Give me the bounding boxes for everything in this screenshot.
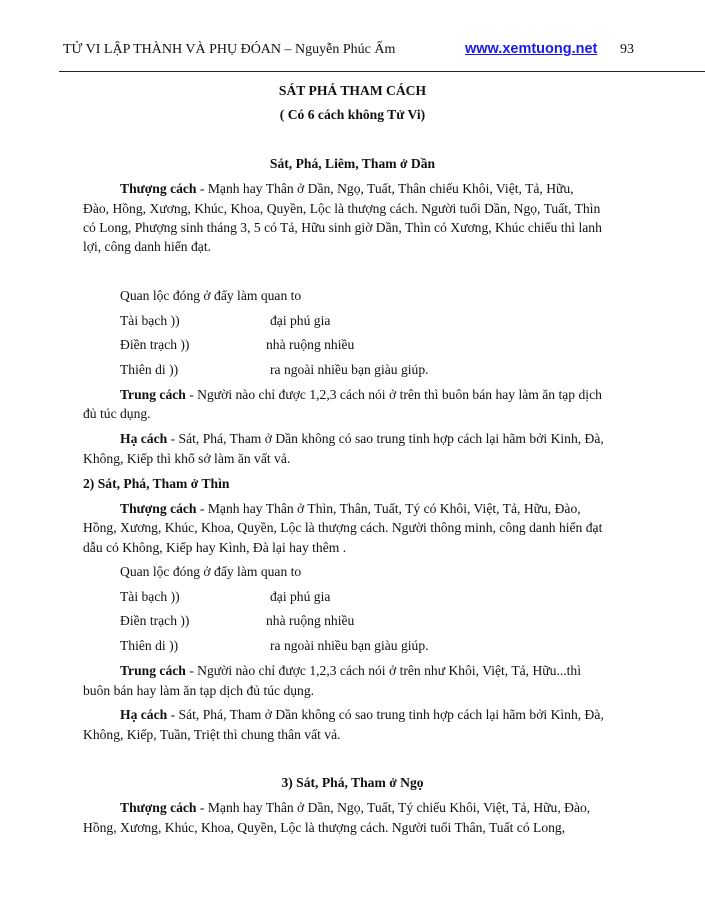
s1-dien-trach-value: nhà ruộng nhiều [266, 337, 355, 352]
section-2-heading: 2) Sát, Phá, Tham ở Thìn [83, 476, 230, 491]
site-link[interactable]: www.xemtuong.net [465, 41, 598, 57]
s1-thuong-label: Thượng cách [120, 181, 197, 196]
s1-dien-trach-row [120, 336, 355, 353]
s1-ha-label: Hạ cách [120, 431, 168, 446]
doc-title: SÁT PHÁ THAM CÁCH [278, 83, 427, 98]
s2-thien-di-row [120, 637, 429, 654]
s2-thuong-text-1: - Mạnh hay Thân ở Thìn, Thân, Tuất, Tý có Khôi, Việt, Tả, Hữu, Đào, [196, 501, 581, 516]
s1-trung-line-1 [120, 386, 602, 403]
s2-thien-di-value: ra ngoài nhiều bạn giàu giúp. [270, 638, 429, 653]
page-number: 93 [620, 42, 634, 57]
s1-thuong-line-1 [120, 180, 574, 197]
s1-thien-di-label: Thiên di )) [120, 362, 179, 377]
s2-ha-label: Hạ cách [120, 707, 168, 722]
s1-quan-loc: Quan lộc đóng ở đấy làm quan to [120, 288, 302, 303]
s2-trung-line-2: buôn bán hay làm ăn tạp dịch đủ túc dụng. [83, 683, 315, 698]
s1-trung-text-1: - Người nào chỉ được 1,2,3 cách nói ở trên thì buôn bán hay làm ăn tạp dịch [185, 387, 602, 402]
s2-tai-bach-value: đại phú gia [270, 589, 331, 604]
s2-thuong-label: Thượng cách [120, 501, 197, 516]
s2-thuong-line-2: Hồng, Xương, Khúc, Khoa, Quyền, Lộc là thượng cách. Người thông minh, công danh hiển đạt [83, 520, 603, 535]
running-header-title: TỬ VI LẬP THÀNH VÀ PHỤ ĐÓAN – Nguyễn Phúc Ấm [63, 42, 396, 57]
s2-tai-bach-label: Tài bạch )) [120, 589, 180, 604]
s2-thuong-line-3: dẫu có Không, Kiếp hay Kình, Đà lại hay thêm . [83, 540, 347, 555]
s2-ha-line-1 [120, 706, 604, 723]
s2-dien-trach-value: nhà ruộng nhiều [266, 613, 355, 628]
s2-quan-loc: Quan lộc đóng ở đấy làm quan to [120, 564, 302, 579]
s2-dien-trach-row [120, 612, 355, 629]
s3-thuong-text-1: - Mạnh hay Thân ở Dần, Ngọ, Tuất, Tý chiếu Khôi, Việt, Tả, Hữu, Đào, [196, 800, 591, 815]
s1-tai-bach-value: đại phú gia [270, 313, 331, 328]
s2-ha-line-2: Không, Kiếp, Tuần, Triệt thì chung thân vất vả. [83, 727, 341, 742]
s1-tai-bach-label: Tài bạch )) [120, 313, 180, 328]
s2-tai-bach-row [120, 588, 331, 605]
s3-thuong-line-1 [120, 799, 590, 816]
s1-thuong-line-4: lợi, công danh hiển đạt. [83, 239, 211, 254]
s1-thuong-text-1: - Mạnh hay Thân ở Dần, Ngọ, Tuất, Thân chiếu Khôi, Việt, Tả, Hữu, [196, 181, 574, 196]
s1-dien-trach-label: Điền trạch )) [120, 337, 190, 352]
s1-ha-line-2: Không, Kiếp thì khổ sở làm ăn vất vả. [83, 451, 291, 466]
s1-ha-text-1: - Sát, Phá, Tham ở Dần không có sao trung tinh hợp cách lại hãm bởi Kinh, Đà, [167, 431, 604, 446]
s2-ha-text-1: - Sát, Phá, Tham ở Dần không có sao trung tinh hợp cách lại hãm bởi Kình, Đà, [167, 707, 604, 722]
s2-thuong-line-1 [120, 500, 581, 517]
s1-thuong-line-3: có Long, Phượng sinh tháng 3, 5 có Tả, Hữu sinh giờ Dần, Thìn có Xương, Khúc chiếu thì lanh [83, 220, 602, 235]
s1-trung-label: Trung cách [120, 387, 186, 402]
s1-trung-line-2: đủ túc dụng. [83, 406, 151, 421]
s1-thien-di-row [120, 361, 429, 378]
s2-dien-trach-label: Điền trạch )) [120, 613, 190, 628]
s1-thuong-line-2: Đào, Hồng, Xương, Khúc, Khoa, Quyền, Lộc là thượng cách. Người tuổi Dần, Ngọ, Tuất, Thìn [83, 201, 601, 216]
s1-ha-line-1 [120, 430, 604, 447]
header-rule [59, 71, 705, 72]
section-1-heading: Sát, Phá, Liêm, Tham ở Dần [269, 156, 436, 171]
section-3-heading: 3) Sát, Phá, Tham ở Ngọ [281, 775, 424, 790]
s2-trung-label: Trung cách [120, 663, 186, 678]
s2-trung-text-1: - Người nào chỉ được 1,2,3 cách nói ở trên như Khôi, Việt, Tả, Hữu...thì [185, 663, 581, 678]
s1-tai-bach-row [120, 312, 331, 329]
doc-subtitle: ( Có 6 cách không Tử Vi) [279, 107, 426, 122]
s1-thien-di-value: ra ngoài nhiều bạn giàu giúp. [270, 362, 429, 377]
s3-thuong-label: Thượng cách [120, 800, 197, 815]
s3-thuong-line-2: Hồng, Xương, Khúc, Khoa, Quyền, Lộc là thượng cách. Người tuổi Thân, Tuất có Long, [83, 820, 566, 835]
s2-trung-line-1 [120, 662, 581, 679]
s2-thien-di-label: Thiên di )) [120, 638, 179, 653]
